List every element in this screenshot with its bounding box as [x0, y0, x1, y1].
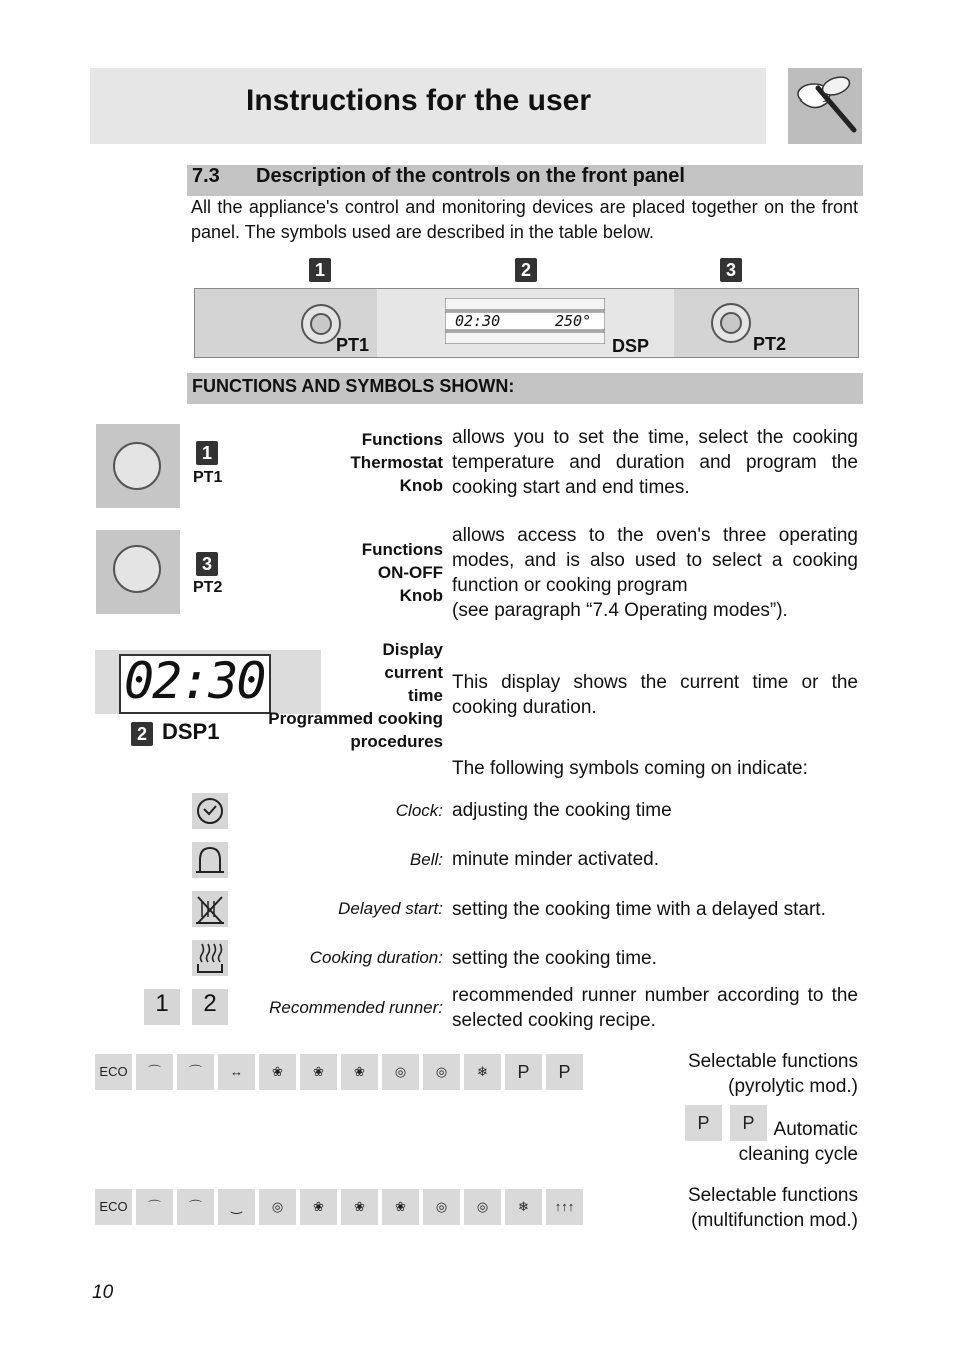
fan-circle-icon: ◎: [259, 1189, 296, 1225]
pyro-icon: P: [546, 1054, 583, 1090]
fan-top-bottom-icon: ❀: [300, 1189, 337, 1225]
page-title: Instructions for the user: [246, 84, 592, 117]
clean-icon: P: [730, 1105, 767, 1141]
pt2-desc-ref: (see paragraph “7.4 Operating modes”).: [452, 600, 788, 621]
fan-ring-icon: ◎: [464, 1189, 501, 1225]
chef-logo: [788, 68, 862, 144]
pt1-label: PT1: [336, 335, 370, 355]
pt1-name: Functions Thermostat Knob: [350, 430, 443, 495]
bell-icon: [192, 842, 228, 878]
clock-icon: [192, 793, 228, 829]
eco-pyro-icon: P: [505, 1054, 542, 1090]
bottom-heat-icon: ‿: [218, 1189, 255, 1225]
defrost-icon: ❄: [464, 1054, 501, 1090]
pyro-label: Selectable functions (pyrolytic mod.): [687, 1051, 858, 1097]
pt1-knob-center: [310, 313, 332, 335]
delayed-start-icon: [192, 891, 228, 927]
dsp1-time: 02:30: [124, 652, 265, 710]
dsp1-desc: This display shows the current time or the cooking duration.: [452, 672, 858, 718]
top-heat-icon: ⌒: [177, 1189, 214, 1225]
leavening-icon: ↑↑↑: [546, 1189, 583, 1225]
top-bottom-heat-icon: ⌒: [136, 1189, 173, 1225]
badge-1: 1: [196, 441, 218, 465]
top-heat-icon: ⌒: [177, 1054, 214, 1090]
functions-title: FUNCTIONS AND SYMBOLS SHOWN:: [192, 376, 515, 396]
top-bottom-heat-icon: ⌒: [136, 1054, 173, 1090]
badge-2: 2: [515, 258, 537, 282]
runner-term: Recommended runner:: [269, 998, 443, 1017]
bell-desc: minute minder activated.: [452, 849, 659, 870]
fan-ring-icon: ◎: [423, 1054, 460, 1090]
pt2-code: PT2: [193, 579, 223, 596]
auto-clean-label: Automatic cleaning cycle: [738, 1119, 858, 1165]
pt1-code: PT1: [193, 469, 223, 486]
bell-term: Bell:: [409, 850, 443, 869]
fan-bottom-icon: ❀: [382, 1189, 419, 1225]
cooking-duration-term: Cooking duration:: [309, 948, 443, 967]
fan-circle-icon: ◎: [382, 1054, 419, 1090]
dsp-label: DSP: [612, 336, 650, 356]
section-title: Description of the controls on the front panel: [256, 165, 685, 187]
fan-bottom-icon: ❀: [341, 1054, 378, 1090]
runner-2-icon: 2: [192, 989, 228, 1025]
following-text: The following symbols coming on indicate:: [452, 758, 808, 779]
pt2-knob-large: [113, 545, 161, 593]
badge-1: 1: [309, 258, 331, 282]
fan-top-icon: ❀: [341, 1189, 378, 1225]
eco-clean-icon: P: [685, 1105, 722, 1141]
panel-temp: 250°: [555, 312, 592, 330]
defrost-icon: ❄: [505, 1189, 542, 1225]
section-number: 7.3: [192, 165, 220, 187]
badge-2: 2: [131, 722, 153, 746]
cooking-duration-desc: setting the cooking time.: [452, 948, 657, 969]
dsp1-code: DSP1: [162, 719, 220, 744]
panel-time: 02:30: [455, 312, 501, 330]
fan-top-bottom-icon: ❀: [259, 1054, 296, 1090]
dsp1-name: Display current time Programmed cooking procedures: [268, 640, 443, 751]
cooking-duration-icon: [192, 940, 228, 976]
runner-desc: recommended runner number according to the selected cooking recipe.: [452, 985, 858, 1031]
delayed-start-desc: setting the cooking time with a delayed start.: [452, 899, 826, 920]
pt2-desc: allows access to the oven's three operating modes, and is also used to select a cooking function or cooking program: [452, 525, 858, 596]
pt1-desc: allows you to set the time, select the cooking temperature and duration and program the cooking start and end times.: [452, 427, 858, 498]
delayed-start-term: Delayed start:: [338, 899, 443, 918]
pt2-name: Functions ON-OFF Knob: [361, 540, 443, 605]
grill-icon: ↔: [218, 1054, 255, 1090]
multi-label: Selectable functions (multifunction mod.): [687, 1185, 858, 1231]
intro-text: All the appliance's control and monitoring devices are placed together on the front panel. The symbols used are described in the table below.: [191, 197, 858, 242]
clock-term: Clock:: [395, 801, 443, 820]
pt1-knob-large: [113, 442, 161, 490]
eco-icon: ECO: [95, 1054, 132, 1090]
badge-3: 3: [196, 552, 218, 576]
pt2-label: PT2: [753, 334, 787, 354]
runner-1-icon: 1: [144, 989, 180, 1025]
page-number: 10: [92, 1282, 114, 1303]
eco-icon: ECO: [95, 1189, 132, 1225]
pt2-knob-center: [720, 312, 742, 334]
fan-top-icon: ❀: [300, 1054, 337, 1090]
fan-grill-icon: ◎: [423, 1189, 460, 1225]
clock-desc: adjusting the cooking time: [452, 800, 672, 821]
badge-3: 3: [720, 258, 742, 282]
